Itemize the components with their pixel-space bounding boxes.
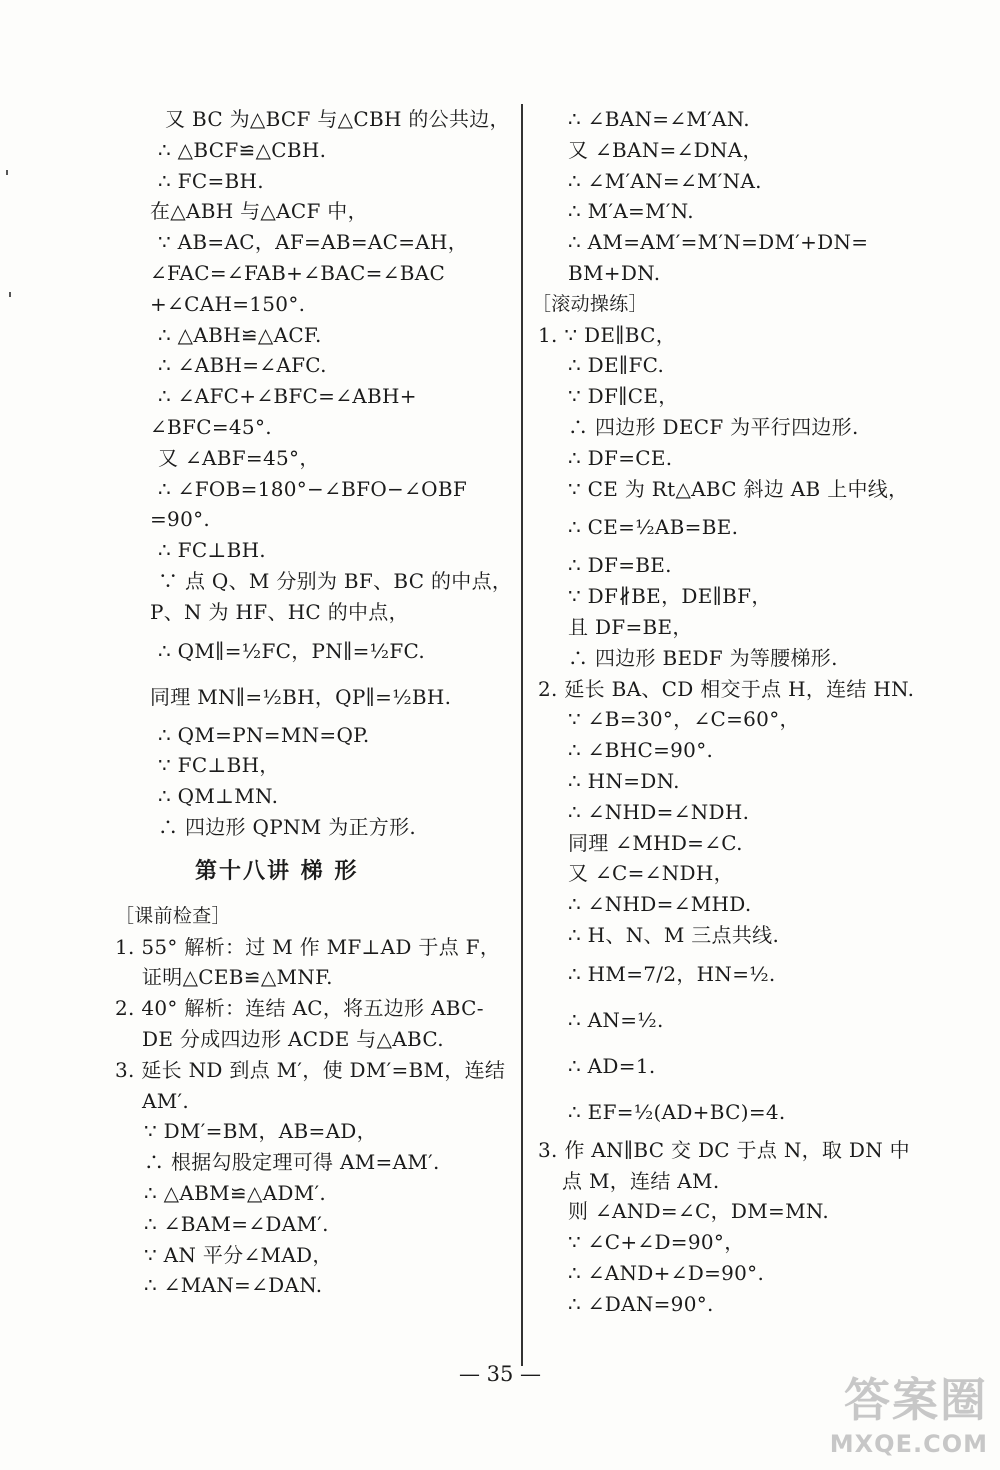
text-line: 2. 40° 解析：连结 AC，将五边形 ABC- xyxy=(115,996,484,1021)
text-line: ∴ ∠NHD=∠MHD. xyxy=(568,892,752,917)
text-line: ∴ △BCF≌△CBH. xyxy=(158,137,327,162)
left-column xyxy=(115,104,522,1301)
text-line: ∴ ∠BHC=90°. xyxy=(568,738,714,763)
watermark-logo: 答案圈 xyxy=(844,1373,988,1427)
text-line: 在△ABH 与△ACF 中， xyxy=(150,199,368,224)
text-line: ∵ DF∥CE， xyxy=(568,384,679,409)
text-line: 同理 ∠MHD=∠C. xyxy=(568,830,743,855)
text-line: ∵ ∠B=30°，∠C=60°， xyxy=(568,707,800,732)
text-line: 证明△CEB≌△MNF. xyxy=(142,965,333,990)
text-line: AM′. xyxy=(142,1088,190,1113)
text-line: DE 分成四边形 ACDE 与△ABC. xyxy=(142,1026,444,1051)
text-line: ∴ DE∥FC. xyxy=(568,353,665,378)
text-line: ∠BFC=45°. xyxy=(150,414,272,439)
section-title: 第十八讲 梯 形 xyxy=(195,858,359,884)
text-line: ∴ EF=½(AD+BC)=4. xyxy=(568,1099,786,1124)
text-line: ∵ DM′=BM，AB=AD， xyxy=(144,1119,377,1144)
text-line: ∴ QM∥=½FC，PN∥=½FC. xyxy=(158,638,426,663)
text-line: 点 M，连结 AM. xyxy=(562,1168,720,1193)
text-line: ∵ 点 Q、M 分别为 BF、BC 的中点， xyxy=(158,568,513,593)
text-line: ∴ ∠BAN=∠M′AN. xyxy=(568,107,750,131)
text-line: ∴ HN=DN. xyxy=(568,768,680,793)
watermark xyxy=(830,1364,988,1458)
text-line: ∴ △ABH≌△ACF. xyxy=(158,322,322,347)
text-line: ∴ CE=½AB=BE. xyxy=(568,515,739,540)
text-line: ∵ FC⊥BH， xyxy=(158,753,280,778)
text-line: ∵ DF∦BE，DE∥BF， xyxy=(568,584,772,609)
section-heading: ［课前检查］ xyxy=(115,904,231,927)
text-line: ∴ 根据勾股定理可得 AM=AM′. xyxy=(144,1150,440,1175)
text-line: ∴ ∠AND+∠D=90°. xyxy=(568,1260,765,1285)
text-line: ∴ 四边形 BEDF 为等腰梯形. xyxy=(568,645,838,670)
text-line: ∴ ∠NHD=∠NDH. xyxy=(568,799,750,824)
section-heading: ［滚动操练］ xyxy=(532,292,648,315)
scan-speck xyxy=(6,170,8,175)
text-line: 又 ∠ABF=45°， xyxy=(158,445,320,470)
text-line: ∴ QM=PN=MN=QP. xyxy=(158,722,370,747)
text-line: ∵ AB=AC，AF=AB=AC=AH， xyxy=(158,230,469,255)
text-line: 同理 MN∥=½BH，QP∥=½BH. xyxy=(150,684,452,709)
text-line: ∴ AN=½. xyxy=(568,1007,664,1032)
text-line: ∴ 四边形 DECF 为平行四边形. xyxy=(568,414,859,439)
page-number: — 35 — xyxy=(458,1362,542,1386)
text-line: ∴ AM=AM′=M′N=DM′+DN= xyxy=(568,230,869,255)
text-line: ∴ DF=CE. xyxy=(568,445,673,470)
scan-speck xyxy=(9,292,11,297)
text-line: ∴ H、N、M 三点共线. xyxy=(568,922,780,947)
text-line: ∴ ∠M′AN=∠M′NA. xyxy=(568,168,762,193)
text-line: ∴ FC=BH. xyxy=(158,168,264,193)
text-line: ∴ QM⊥MN. xyxy=(158,784,279,809)
column-divider xyxy=(521,104,523,1366)
text-line: ∵ CE 为 Rt△ABC 斜边 AB 上中线， xyxy=(568,476,909,501)
text-line: ∴ ∠AFC+∠BFC=∠ABH+ xyxy=(158,384,417,409)
text-line: ∴ HM=7/2，HN=½. xyxy=(568,961,776,986)
text-line: 2. 延长 BA、CD 相交于点 H，连结 HN. xyxy=(538,676,915,701)
text-line: +∠CAH=150°. xyxy=(150,291,306,316)
text-line: 且 DF=BE， xyxy=(568,614,693,639)
watermark-url: MXQE.COM xyxy=(829,1430,988,1458)
text-line: 则 ∠AND=∠C，DM=MN. xyxy=(568,1199,830,1224)
right-column xyxy=(532,104,952,1320)
text-line: P、N 为 HF、HC 的中点， xyxy=(150,599,409,624)
text-line: ∴ △ABM≌△ADM′. xyxy=(144,1180,326,1205)
text-line: =90°. xyxy=(150,507,211,532)
text-line: 又 BC 为△BCF 与△CBH 的公共边， xyxy=(165,107,510,131)
text-line: ∴ ∠FOB=180°−∠BFO−∠OBF xyxy=(158,476,468,501)
text-line: ∴ M′A=M′N. xyxy=(568,199,694,224)
text-line: 又 ∠BAN=∠DNA， xyxy=(568,137,763,162)
text-line: ∵ ∠C+∠D=90°， xyxy=(568,1230,745,1255)
text-line: 1. 55° 解析：过 M 作 MF⊥AD 于点 F， xyxy=(115,934,501,959)
text-line: 3. 作 AN∥BC 交 DC 于点 N，取 DN 中 xyxy=(538,1137,910,1162)
text-line: 又 ∠C=∠NDH， xyxy=(568,861,734,886)
text-line: BM+DN. xyxy=(568,260,661,285)
text-line: ∴ ∠MAN=∠DAN. xyxy=(144,1273,323,1298)
text-line: ∴ ∠BAM=∠DAM′. xyxy=(144,1211,329,1236)
text-line: ∴ ∠DAN=90°. xyxy=(568,1291,714,1316)
text-line: 1. ∵ DE∥BC， xyxy=(538,322,677,347)
text-line: ∴ FC⊥BH. xyxy=(158,538,266,563)
text-line: 3. 延长 ND 到点 M′，使 DM′=BM，连结 xyxy=(115,1057,506,1082)
text-line: ∠FAC=∠FAB+∠BAC=∠BAC xyxy=(150,260,446,285)
text-line: ∴ ∠ABH=∠AFC. xyxy=(158,353,327,378)
text-line: ∴ 四边形 QPNM 为正方形. xyxy=(158,814,417,839)
text-line: ∵ AN 平分∠MAD， xyxy=(144,1242,333,1267)
text-line: ∴ AD=1. xyxy=(568,1053,656,1078)
text-line: ∴ DF=BE. xyxy=(568,553,672,578)
